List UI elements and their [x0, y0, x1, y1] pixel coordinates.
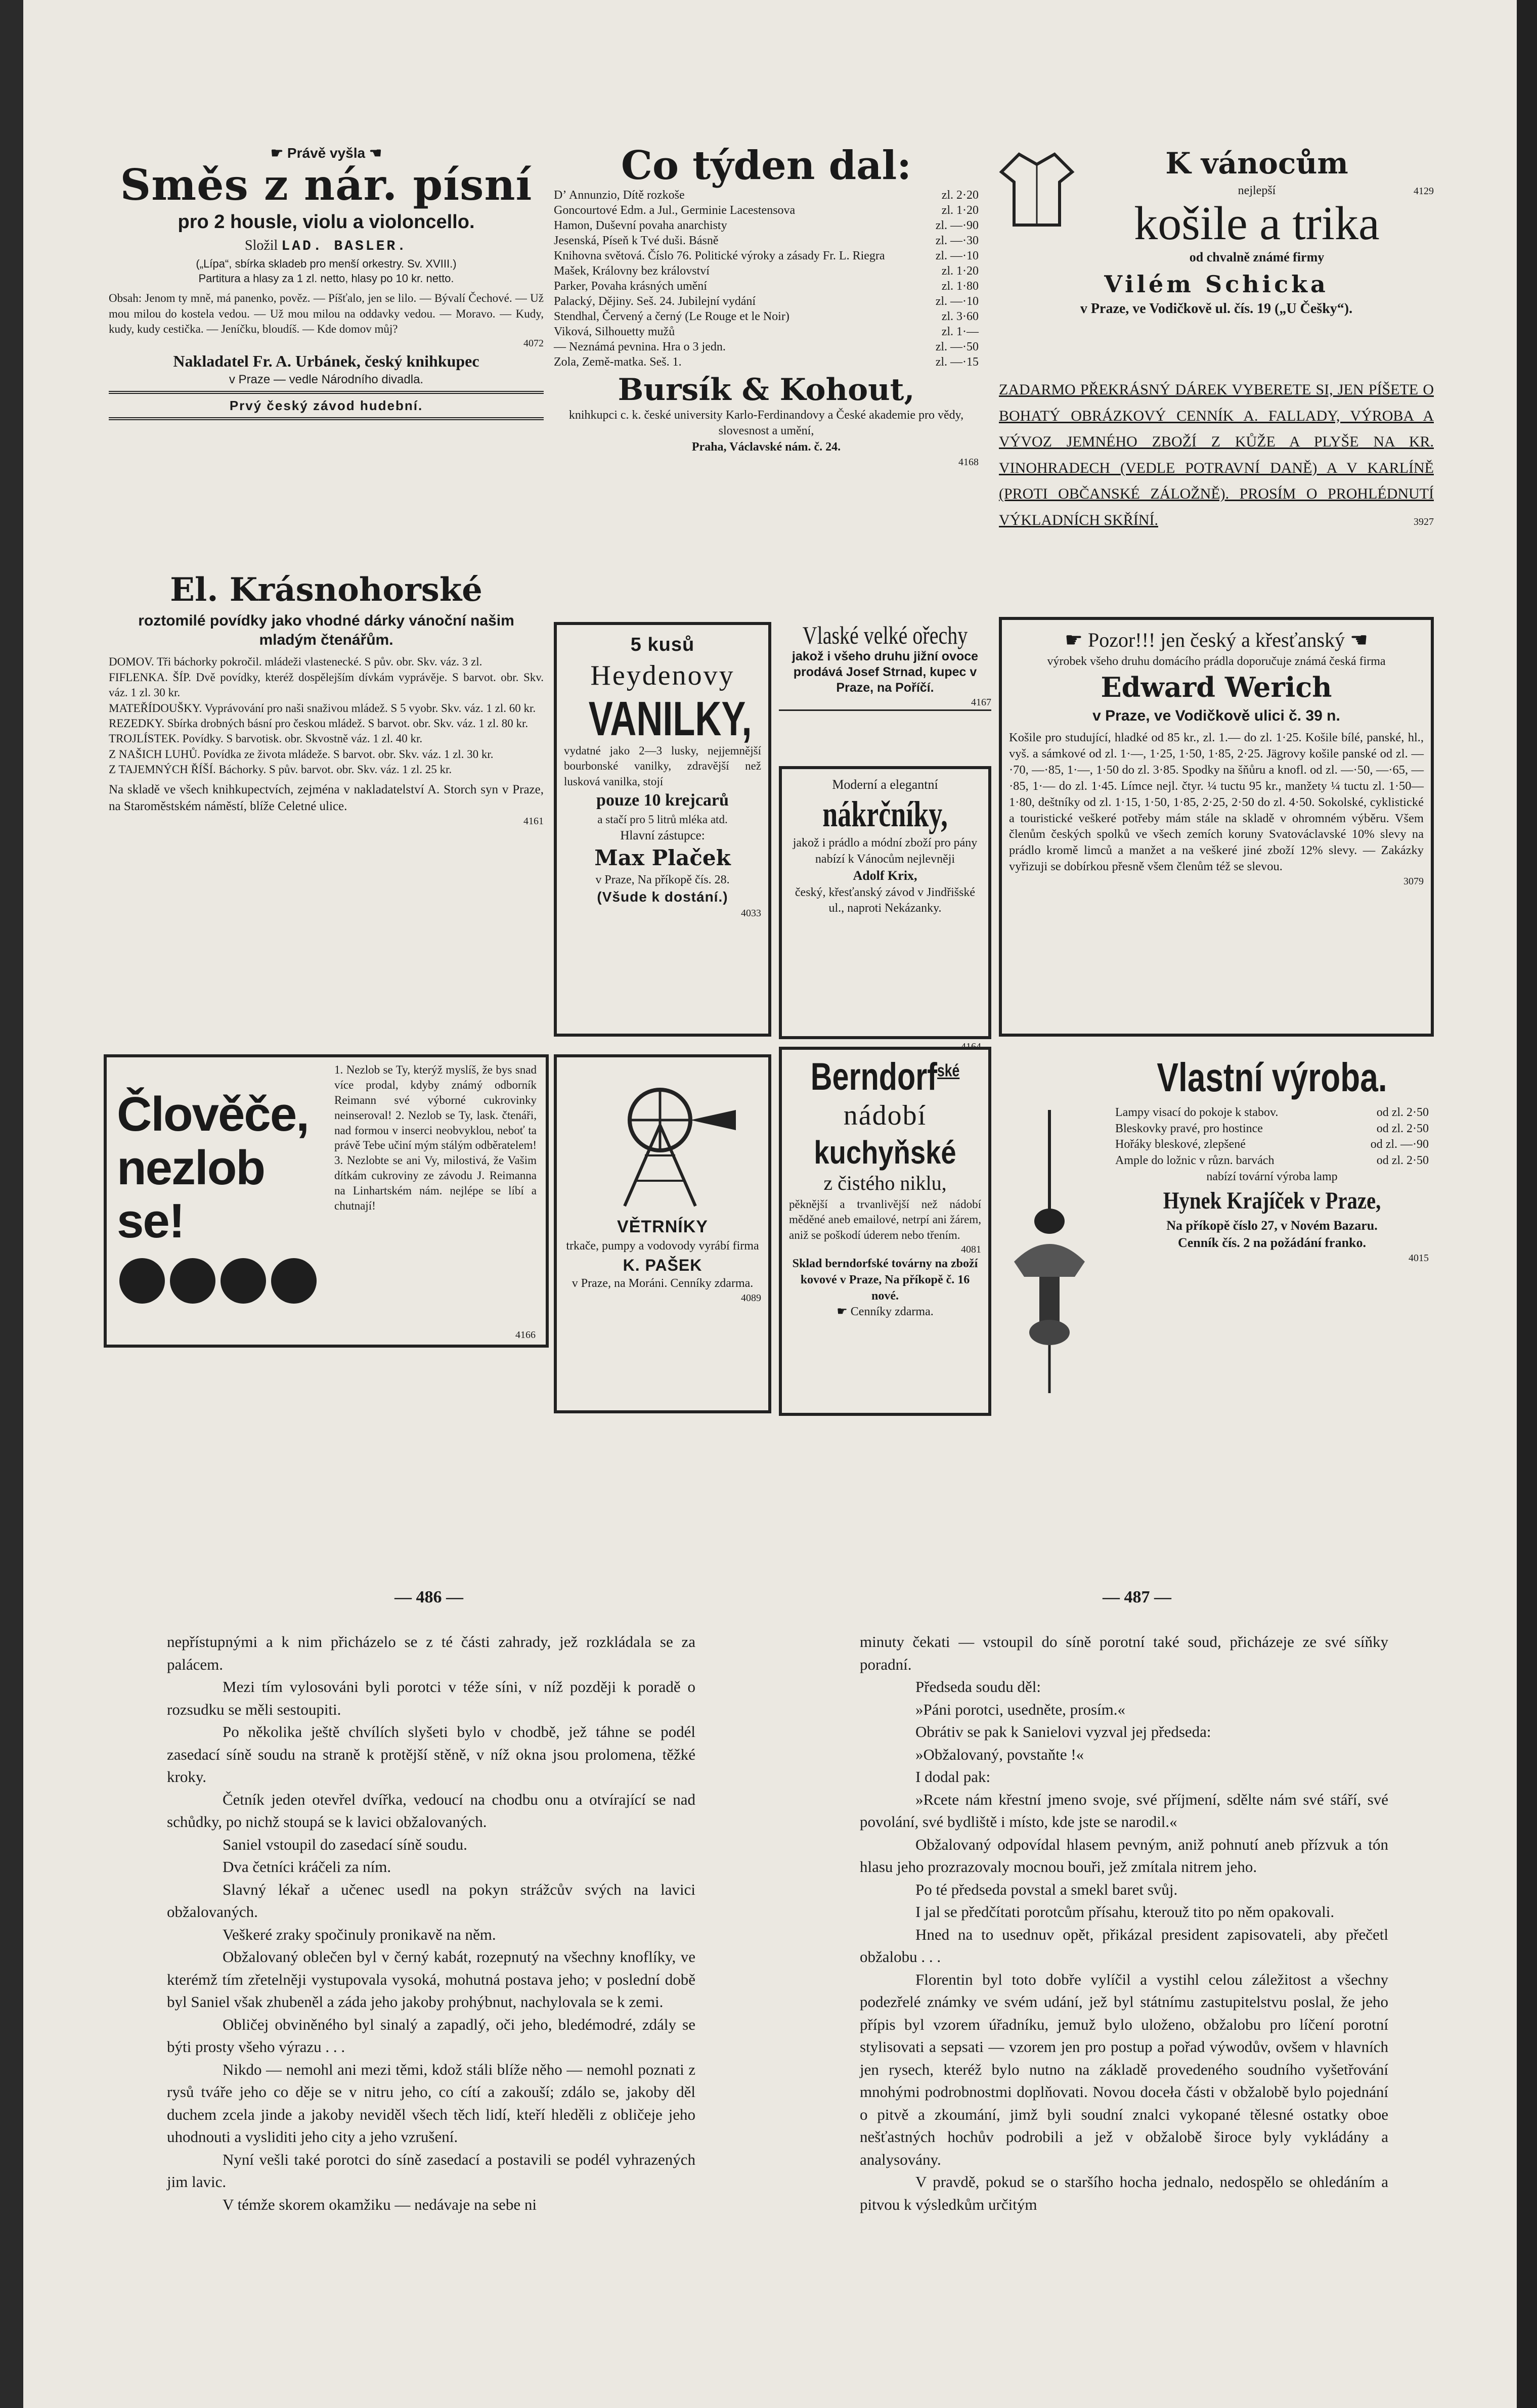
- line-2: kuchyňské: [814, 1134, 956, 1171]
- product-price: od zl. 2·50: [1376, 1122, 1429, 1135]
- ref-number: 4072: [523, 338, 544, 349]
- book-price: zl. 2·20: [941, 188, 979, 202]
- list-item: DOMOV. Tři báchorky pokročil. mládeži vlastenecké. S pův. obr. Skv. váz. 3 zl.: [109, 655, 482, 668]
- list-item: [554, 279, 979, 294]
- product-price: od zl. 2·50: [1376, 1106, 1429, 1119]
- paragraph: Saniel vstoupil do zasedací síně soudu.: [223, 1835, 467, 1853]
- book-price: zl. 1·20: [941, 203, 979, 217]
- paragraph: Po několika ještě chvílích slyšeti bylo v chodbě, jež táhne se podél zasedací síně soudu na straně k protější stěně, v níž okna jsou prolomena, těžké kroky.: [167, 1723, 695, 1786]
- list-item: [554, 203, 979, 218]
- book-title: Dʼ Annunzio, Dítě rozkoše: [554, 188, 685, 202]
- paragraph: Po té předseda povstal a smekl baret svůj.: [915, 1880, 1178, 1898]
- book-title: Jesenská, Píseň k Tvé duši. Básně: [554, 234, 719, 247]
- ad-head: 5 kusů: [630, 634, 695, 655]
- ad-strnad: [779, 622, 991, 711]
- list-item: [554, 339, 979, 354]
- paragraph: Dva četníci kráčeli za ním.: [223, 1858, 391, 1876]
- book-price: zl. 3·60: [941, 309, 979, 323]
- book-title: Viková, Silhouetty mužů: [554, 325, 675, 338]
- list-item: [554, 233, 979, 248]
- rep-label: Hlavní zástupce:: [620, 829, 705, 843]
- firm-name: Adolf Krix,: [853, 868, 917, 883]
- line-1: nádobí: [843, 1099, 927, 1131]
- product-name: Lampy visací do pokoje k stabov.: [1115, 1106, 1279, 1119]
- ad-intro: výrobek všeho druhu domácího prádla doporučuje známá česká firma: [1047, 654, 1386, 668]
- ad-krajicek: [999, 1054, 1434, 1418]
- book-list: [109, 654, 544, 777]
- catalog-note: Cenník čís. 2 na požádání franko.: [1177, 1235, 1367, 1251]
- publisher-address: v Praze — vedle Národního divadla.: [229, 373, 424, 387]
- ref-number: 4167: [971, 697, 991, 708]
- ad-text: vydatné jako 2—3 lusky, nejjemnější bourbonské vanilky, zdravější než lusková vanilka, stojí: [564, 744, 761, 788]
- book-price: zl. —·90: [935, 218, 979, 232]
- ad-pasek: [554, 1054, 771, 1413]
- list-item: [1115, 1153, 1429, 1169]
- ref-number: 3079: [1403, 875, 1424, 887]
- list-item: [554, 354, 979, 370]
- product-name: Ample do ložnic v různ. barvách: [1115, 1154, 1275, 1168]
- story-column-left: [167, 1631, 695, 2216]
- scan-right-edge: [1517, 0, 1537, 2408]
- price-note: Partitura a hlasy za 1 zl. netto, hlasy po 10 kr. netto.: [198, 272, 454, 285]
- candy-balls-icon: [117, 1253, 319, 1309]
- ad-title: Co týden dal:: [621, 143, 912, 189]
- list-item: [1115, 1105, 1429, 1121]
- book-title: Palacký, Dějiny. Seš. 24. Jubilejní vydání: [554, 294, 756, 308]
- rep-name: Max Plaček: [594, 845, 731, 871]
- ad-text: ZADARMO PŘEKRÁSNÝ DÁREK VYBERETE SI, JEN PÍŠETE O BOHATÝ OBRÁZKOVÝ CENNÍK A. FALLADY, VÝROBA A VÝVOZ JEMNÉHO ZBOŽÍ Z KŮŽE A PLYŠE NA KR. VINOHRADECH (VEDLE POTRAVNÍ DANĚ) A V KARLÍNĚ (PROTI OBČANSKÉ ZÁLOŽNĚ). PROSÍM O PROHLÉDNUTÍ VÝKLADNÍCH SKŘÍNÍ.: [999, 381, 1434, 528]
- paragraph: I dodal pak:: [915, 1768, 991, 1786]
- series-note: („Lípa“, sbírka skladeb pro menší orkestry. Sv. XVIII.): [196, 257, 457, 271]
- page-number-right: — 487 —: [1103, 1588, 1171, 1607]
- ad-title: K vánocům: [1165, 146, 1348, 181]
- ad-werich: [999, 617, 1434, 1037]
- ad-intro: roztomilé povídky jako vhodné dárky vánoční našim mladým čtenářům.: [138, 612, 514, 648]
- ad-title: VĚTRNÍKY: [617, 1217, 708, 1236]
- ad-head: Moderní a elegantní: [832, 777, 938, 792]
- windmill-icon: [564, 1064, 761, 1211]
- book-price: zl. 1·20: [941, 264, 979, 278]
- book-title: Parker, Povaha krásných umění: [554, 279, 707, 293]
- paragraph: Nikdo — nemohl ani mezi těmi, kdož stáli blíže něho — nemohl poznati z rysů tváře jeho co děje se v nitru jeho, co cítí a zakouší; zdálo se, jakoby děl duchem zcela jinde a jakoby neviděl všech těch lidí, kteří hleděli z obličeje jeho uhodnouti a vysliditi jeho city a jeho vzrušení.: [167, 2060, 695, 2146]
- paragraph: I jal se předčítati porotcům přísahu, kterouž tito po něm opakovali.: [915, 1903, 1335, 1921]
- ad-fallada: [999, 377, 1434, 528]
- list-item: [554, 324, 979, 339]
- book-price: zl. —·50: [935, 340, 979, 353]
- paragraph: Mezi tím vylosováni byli porotci v téže síni, v níž později k poradě o rozsudku se měli sestoupiti.: [167, 1678, 695, 1718]
- product: VANILKY,: [588, 692, 752, 746]
- catalog-note: Cenníky zdarma.: [850, 1305, 934, 1319]
- store-info: Sklad berndorfské továrny na zboží kovové v Praze, Na příkopě č. 16 nové.: [792, 1257, 978, 1303]
- scan-left-edge: [0, 0, 23, 2408]
- address: v Praze, Na příkopě čís. 28.: [595, 873, 730, 886]
- ref-number: 4161: [523, 816, 544, 827]
- pointing-hand-icon: ☛: [271, 145, 287, 161]
- paragraph: »Páni porotci, usedněte, prosím.«: [915, 1700, 1125, 1718]
- small-note: nejlepší: [1238, 184, 1276, 197]
- ad-title: Směs z nár. písní: [120, 159, 533, 210]
- ad-big: nákrčníky,: [822, 794, 948, 835]
- ad-title-suffix: ské: [937, 1061, 960, 1081]
- book-price: zl. —·10: [935, 249, 979, 262]
- product-price: od zl. —·90: [1370, 1138, 1429, 1151]
- product-name: Hořáky bleskové, zlepšené: [1115, 1138, 1246, 1151]
- book-title: Goncourtové Edm. a Jul., Germinie Lacestensova: [554, 203, 796, 217]
- brand: Heydenovy: [590, 660, 735, 692]
- book-title: — Neznámá pevnina. Hra o 3 jedn.: [554, 340, 726, 353]
- ad-title: Vlaské velké ořechy: [802, 621, 968, 649]
- list-item: MATEŘÍDOUŠKY. Vyprávování pro naši snaživou mládež. S 5 vyobr. Skv. váz. 1 zl. 60 kr.: [109, 701, 536, 715]
- firm-city: Praha, Václavské nám. č. 24.: [691, 440, 841, 454]
- story-column-right: [860, 1631, 1388, 2216]
- ad-note: nabízí tovární výroba lamp: [1206, 1170, 1338, 1183]
- paragraph: V témže skorem okamžiku — nedávaje na sebe ni: [223, 2195, 537, 2213]
- list-item: Z TAJEMNÝCH ŘÍŠÍ. Báchorky. S pův. barvot. obr. Skv. váz. 1 zl. 25 kr.: [109, 763, 452, 776]
- paragraph: »Rcete nám křestní jmeno svoje, své příjmení, sdělte nám své stáří, své povolání, své bydliště i místo, kde jste se narodil.«: [860, 1790, 1388, 1831]
- product-price: od zl. 2·50: [1376, 1154, 1429, 1168]
- ad-storch: [109, 569, 544, 828]
- paragraph: Obrátiv se pak k Sanielovi vyzval jej předseda:: [915, 1723, 1211, 1741]
- author-label: Složil: [245, 238, 278, 254]
- list-item: FIFLENKA. ŠÍP. Dvě povídky, kteréž dospělejším dívkám vyprávěje. S barvot. obr. Skv. váz. 1 zl. 30 kr.: [109, 671, 544, 699]
- author-name: LAD. BASLER.: [281, 239, 408, 255]
- firm-name: K. PAŠEK: [623, 1256, 702, 1274]
- paragraph: minuty čekati — vstoupil do síně porotní také soud, přicházeje ze své síňky poradní.: [860, 1633, 1388, 1673]
- address: v Praze, ve Vodičkově ulici č. 39 n.: [1092, 707, 1340, 724]
- list-item: [554, 263, 979, 279]
- availability-tag: (Všude k dostání.): [597, 889, 728, 905]
- book-price: zl. 1·—: [941, 325, 979, 338]
- book-price: zl. —·30: [935, 234, 979, 247]
- ad-plachek: [554, 622, 771, 1037]
- paragraph: Slavný lékař a učenec usedl na pokyn strážcův svých na lavici obžalovaných.: [167, 1880, 695, 1921]
- book-price: zl. —·15: [935, 355, 979, 369]
- ad-text: trkače, pumpy a vodovody vyrábí firma: [566, 1239, 759, 1253]
- list-item: Z NAŠICH LUHŮ. Povídka ze života mládeže. S barvot. obr. Skv. váz. 1 zl. 30 kr.: [109, 747, 494, 761]
- address: v Praze, ve Vodičkově ul. čís. 19 („U Češky“).: [1080, 300, 1353, 317]
- address: český, křesťanský závod v Jindřišské ul., naproti Nekázanky.: [795, 885, 976, 915]
- shirt-icon: [999, 149, 1075, 230]
- paragraph: Obžalovaný oblečen byl v černý kabát, rozepnutý na všechny knoflíky, ve kterémž tím zřetelněji vystupovala vysoká, mohutná postava jeho; v poslední době byl Saniel však zhubeněl a záda jeho jakoby prohýbnut, nachylovala se k zemi.: [167, 1948, 695, 2011]
- firm-name: Bursík & Kohout,: [618, 372, 915, 408]
- paragraph: Nyní vešli také porotci do síně zasedací a postavili se podél vyhrazených jim lavic.: [167, 2150, 695, 2191]
- list-item: [1115, 1121, 1429, 1137]
- ad-title: Berndorf: [810, 1055, 938, 1098]
- list-item: [554, 309, 979, 324]
- list-item: [554, 218, 979, 233]
- pointing-hand-icon: ☛: [1065, 629, 1088, 651]
- ref-number: 4164: [961, 1041, 981, 1052]
- ref-number: 4081: [961, 1243, 981, 1255]
- paragraph: Obličej obviněného byl sinalý a zapadlý, oči jeho, bledémodré, zdály se býti prosty všeho výrazu . . .: [167, 2015, 695, 2056]
- ref-number: 4129: [1414, 186, 1434, 197]
- ad-big: košile a trika: [1134, 197, 1380, 250]
- ad-title: Vlastní výroba.: [1157, 1055, 1387, 1100]
- motto: Prvý český závod hudební.: [229, 397, 423, 413]
- address: Na příkopě číslo 27, v Novém Bazaru.: [1166, 1218, 1378, 1233]
- contents: Obsah: Jenom ty mně, má panenko, pověz. — Píšťalo, jen se lilo. — Bývalí Čechové. — Už mou milou do kostela vedou. — Už mou milou na oddavky vedou. — Moravo. — Kudy, kudy, kudy cestička. — Jeníčku, bloudíš. — Kde domov můj?: [109, 292, 544, 336]
- book-price: zl. —·10: [935, 294, 979, 308]
- pointing-hand-icon: ☛: [837, 1305, 851, 1319]
- paragraph: V pravdě, pokud se o staršího hocha jednalo, nedospělo se ohledáním a pitvou k výsledkům určitým: [860, 2173, 1388, 2213]
- ad-footer: Na skladě ve všech knihkupectvích, zejména v nakladatelství A. Storch syn v Praze, na Staroměstském náměstí, blíže Celetné ulice.: [109, 783, 544, 814]
- book-list: [554, 188, 979, 370]
- book-title: Zola, Země-matka. Seš. 1.: [554, 355, 682, 369]
- hanging-lamp-icon: [999, 1110, 1100, 1403]
- list-item: [554, 248, 979, 263]
- ad-text: Košile pro studující, hladké od 85 kr., zl. 1.— do zl. 1·25. Košile bílé, panské, hl., vyš. a sámkové od zl. 1·—, 1·25, 1·50, 1·85, 2·25. Jägrovy košile panské od zl. —·70, —·85, 1·—, 1·50 do zl. 3·85. Spodky na šňůru a knofl. od zl. —·50, —·65, —·85, 1·— do zl. 1·45. Límce nejl. čtyr. ¼ tuctu 95 kr., manžety ¼ tuctu zl. 1·50—1·80, deštníky od zl. 1·15, 1·50, 1·85, 2·25, 2·50 do zl. 4·50. Sokolské, cyklistické a touristické veškeré potřeby mám stále na skladě v ohromném výběru. Všem členům českých spolků ve všech zemích koruny Svatováclavské 10% slevy na prádlo kromě limců a manžet a na veškeré jiné zboží 12% slevy. — Zakázky vyřizuji se dobírkou přesně všem členům též se slevou.: [1009, 731, 1424, 874]
- paragraph: Četník jeden otevřel dvířka, vedoucí na chodbu onu a otvírající se nad schůdky, po nichž stoupá se k lavici obžalovaných.: [167, 1790, 695, 1831]
- page-number-left: — 486 —: [394, 1588, 463, 1607]
- ad-basler: [109, 144, 544, 423]
- address: v Praze, na Moráni. Cenníky zdarma.: [572, 1276, 754, 1290]
- pointing-hand-icon: ☚: [365, 145, 382, 161]
- list-item: [554, 188, 979, 203]
- paragraph: »Obžalovaný, povstaňte !«: [915, 1745, 1084, 1763]
- list-item: [554, 294, 979, 309]
- ad-text: pěknější a trvanlivější než nádobí měděné aneb emailové, netrpí ani žárem, aniž se poškodí úderem nebo třením.: [789, 1197, 981, 1241]
- paragraph: Předseda soudu děl:: [915, 1678, 1041, 1696]
- book-title: Hamon, Duševní povaha anarchisty: [554, 218, 727, 232]
- ref-number: 4015: [1409, 1253, 1429, 1264]
- ad-berndorf: [779, 1047, 991, 1416]
- list-item: TROJLÍSTEK. Povídky. S barvotisk. obr. Skvostně váz. 1 zl. 40 kr.: [109, 732, 423, 745]
- line-3: z čistého niklu,: [823, 1172, 947, 1195]
- big-line-1: Člověče,: [117, 1087, 309, 1141]
- ad-text: jakož i všeho druhu jižní ovoce prodává Josef Strnad, kupec v Praze, na Poříčí.: [792, 649, 979, 695]
- firm-name: Hynek Krajíček v Praze,: [1163, 1187, 1381, 1215]
- ref-number: 4033: [741, 908, 761, 919]
- firm-text: knihkupci c. k. české university Karlo-Ferdinandovy a České akademie pro vědy, slovesnost a umění,: [568, 408, 964, 438]
- book-title: Stendhal, Červený a černý (Le Rouge et le Noir): [554, 309, 789, 323]
- product-list: [1115, 1105, 1429, 1169]
- ad-kicker: Právě vyšla: [287, 145, 366, 161]
- ad-title: El. Krásnohorské: [170, 571, 482, 609]
- ad-schick: [999, 144, 1434, 319]
- list-item: REZEDKY. Sbírka drobných básní pro českou mládež. S barvot. obr. Skv. váz. 1 zl. 80 kr.: [109, 717, 529, 730]
- paragraph: Obžalovaný odpovídal hlasem pevným, aniž pohnutí aneb přízvuk a tón hlasu jeho prozrazovaly mocnou bouři, jež zmítala nitrem jeho.: [860, 1835, 1388, 1876]
- publisher: Nakladatel Fr. A. Urbánek, český knihkupec: [173, 351, 479, 370]
- pointing-hand-icon: ☚: [1345, 629, 1368, 651]
- ad-bursik: [554, 144, 979, 469]
- ref-number: 4168: [958, 456, 979, 468]
- ref-number: 4166: [515, 1329, 536, 1341]
- paragraph: Florentin byl toto dobře vylíčil a vystihl celou záležitost a všechny podezřelé známky ve svém udání, jež byl státnímu zastupitelstvu poslal, že jeho přípis byl vzorem úřadníku, jemuž bylo uloženo, obžalobu pro líčení porotní stylisovati a sepsati — vzorem jen pro postup a pořad výwodův, ovšem v hlavních jen rysech, kteréž bylo nutno na základě provedeného soudního vyšetřování mnohými podrobnostmi doplňovati. Novou doceła části v obžalobě bylo pojednání o pitvě a zkoumání, jimž byli soudní znalci vykopané tělesné ostatky oboe nešťastných hochův podrobili a jež v obžalobě široce byly vykládány a analysovány.: [860, 1970, 1388, 2168]
- ad-krix: [779, 766, 991, 1052]
- note: a stačí pro 5 litrů mléka atd.: [597, 813, 728, 826]
- price: pouze 10 krejcarů: [596, 791, 729, 810]
- book-title: Knihovna světová. Číslo 76. Politické výroky a zásady Fr. L. Riegra: [554, 249, 885, 262]
- ad-subtitle: pro 2 housle, violu a violoncello.: [178, 211, 475, 233]
- paragraph: Veškeré zraky spočinuly pronikavě na něm.: [223, 1925, 496, 1943]
- ad-head: Pozor!!! jen český a křesťanský: [1087, 629, 1345, 651]
- ad-sub: od chvalně známé firmy: [1189, 249, 1325, 264]
- book-title: Mašek, Královny bez království: [554, 264, 710, 278]
- book-price: zl. 1·80: [941, 279, 979, 293]
- big-line-2: nezlob se!: [117, 1140, 265, 1248]
- ad-text: jakož i prádlo a módní zboží pro pány nabízí k Vánocům nejlevněji: [793, 836, 978, 866]
- paragraph: Hned na to usednuv opět, přikázal president zapisovateli, aby přečetl obžalobu . . .: [860, 1925, 1388, 1966]
- ad-text: 1. Nezlob se Ty, kterýž myslíš, že bys snad více prodal, kdyby známý odborník Reimann své výborné cukrovinky neinseroval! 2. Nezlob se Ty, lask. čtenáři, nad formou v inserci neobvyklou, neboť ta právě Tebe učiní mým stálým odběratelem! 3. Nezlobte se ani Vy, milostivá, že Vašim dítkám cukroviny ze závodu J. Reimanna na Linhartském nám. nejlépe se líbí a chutnají!: [334, 1063, 537, 1213]
- list-item: [1115, 1137, 1429, 1153]
- product-name: Bleskovky pravé, pro hostince: [1115, 1122, 1263, 1135]
- ref-number: 4089: [741, 1292, 761, 1304]
- firm-name: Edward Werich: [1101, 671, 1332, 704]
- ad-reimann: [104, 1054, 549, 1348]
- paragraph: nepřístupnými a k nim přicházelo se z té části zahrady, jež rozkládala se za palácem.: [167, 1633, 695, 1673]
- firm-name: Vilém Schicka: [1104, 271, 1329, 298]
- ref-number: 3927: [1414, 516, 1434, 527]
